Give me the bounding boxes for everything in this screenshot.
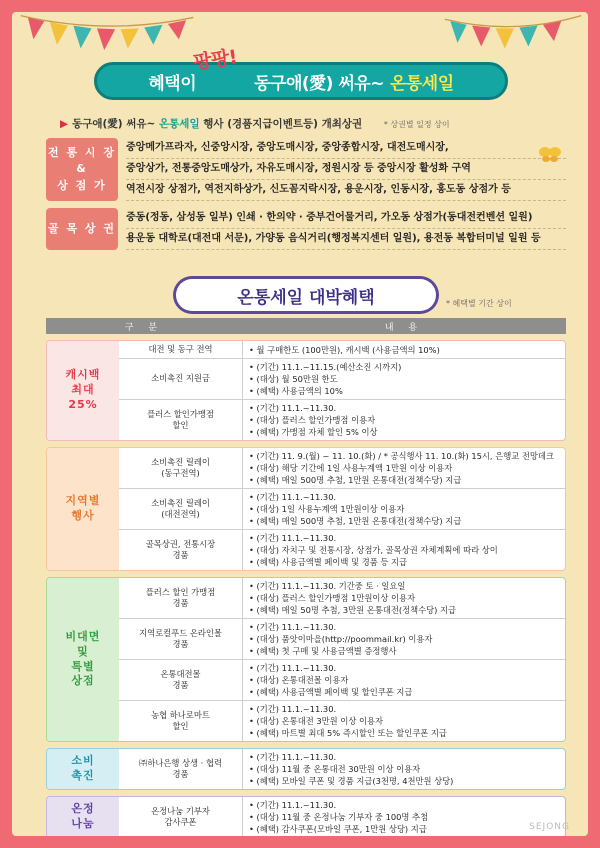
row-name: 플러스 할인가맹점 할인 [119,400,243,440]
section-title: 온통세일 대박혜택 [176,279,436,311]
row-desc: • (기간) 11.1.~11.30. • (대상) 플러스 할인가맹점 이용자 • (혜택) 가맹점 자체 할인 5% 이상 [249,403,378,437]
notice-text-b: 행사 (경품지급이벤트등) 개최상권 [203,118,363,130]
group-consumption [46,748,566,790]
table-header [46,318,566,334]
row-desc: • 월 구매한도 (100만원), 캐시백 (사용금액의 10%) [249,344,440,355]
group-sharing [46,796,566,836]
header-part3: 온통세일 [389,73,454,94]
row-desc: • (기간) 11.1.~11.30. • (대상) 자치구 및 전통시장, 상점가, 골목상권 자체계획에 따라 상이 • (혜택) 사용금액별 페이백 및 경품 등 지급 [249,533,498,567]
notice-note: * 상권별 일정 상이 [383,120,450,129]
watermark: SEJONG [529,822,570,832]
table-row [119,359,565,400]
market-label: 골 목 상 권 [46,208,118,250]
row-desc: • (기간) 11.1.~11.30. 기간중 토 · 일요일 • (대상) 플러스 할인가맹점 1만원이상 이용자 • (혜택) 매일 50명 추첨, 3만원 온통대전(정책수당) 지급 [249,581,457,615]
group-category: 캐시백 최대 25% [47,341,119,440]
header-part1: 혜택이 [148,73,197,94]
row-desc: • (기간) 11.1.~11.30. • (대상) 온통대전몰 이용자 • (혜택) 사용금액별 페이백 및 할인쿠폰 지급 [249,663,413,697]
market-line: 중동(정동, 삼성동 일부) 인쇄 · 한의약 · 중부건어물거리, 가오동 상점가(동대전컨벤션 일원) [126,208,566,229]
table-header-category: 구 분 [124,322,164,333]
market-line: 역전시장 상점가, 역전지하상가, 신도꼼지락시장, 용운시장, 인동시장, 홍도동 상점가 등 [126,180,566,201]
notice-highlight: 온통세일 [159,118,200,130]
market-label: 전 통 시 장 & 상 점 가 [46,138,118,201]
market-alley [46,208,566,250]
table-row [119,749,565,789]
row-name: 온정나눔 기부자 감사쿠폰 [119,797,243,836]
notice-text-a: 동구애(愛) 써유~ [72,118,156,130]
row-name: 소비촉진 릴레이 (동구전역) [119,448,243,488]
group-category: 온정 나눔 [47,797,119,836]
group-category: 소비 촉진 [47,749,119,789]
row-name: 대전 및 동구 전역 [119,341,243,358]
row-name: 지역로컬푸드 온라인몰 경품 [119,619,243,659]
butterfly-icon [538,144,562,164]
table-row [119,489,565,530]
table-header-content: 내 용 [384,322,424,333]
arrow-icon: ▶ [60,118,69,130]
group-local-events [46,447,566,571]
table-row [119,660,565,701]
bunting-decoration [12,12,202,52]
header-banner [94,46,508,100]
table-row [119,400,565,440]
table-row [119,530,565,570]
bunting-decoration [438,12,588,52]
row-name: 골목상권, 전통시장 경품 [119,530,243,570]
market-line: 중앙메가프라자, 신중앙시장, 중앙도매시장, 중앙종합시장, 대전도매시장, [126,138,566,159]
table-row [119,341,565,359]
row-name: 플러스 할인 가맹점 경품 [119,578,243,618]
group-category: 비대면 및 특별 상점 [47,578,119,741]
poster [12,12,588,836]
row-desc: • (기간) 11.1.~11.30. • (대상) 온통대전 3만원 이상 이용자 • (혜택) 마트별 최대 5% 즉시할인 또는 할인쿠폰 지급 [249,704,447,738]
market-traditional [46,138,566,201]
table-row [119,619,565,660]
table-row [119,797,565,836]
group-category: 지역별 행사 [47,448,119,570]
market-line: 용운동 대학로(대전대 서문), 가양동 음식거리(행정복지센터 일원), 용전동 복합터미널 일원 등 [126,229,566,250]
row-desc: • (기간) 11.1.~11.30. • (대상) 11월 중 온정나눔 기부자 중 100명 추첨 • (혜택) 감사쿠폰(모바일 쿠폰, 1만원 상당) 지급 [249,800,429,834]
market-list [126,208,566,250]
market-list [126,138,566,201]
notice-line [60,116,580,131]
row-desc: • (기간) 11.1.~11.15.(예산소진 시까지) • (대상) 월 50만원 한도 • (혜택) 사용금액의 10% [249,362,402,396]
row-desc: • (기간) 11.1.~11.30. • (대상) 1일 사용누계액 1만원이상 이용자 • (혜택) 매일 500명 추첨, 1만원 온통대전(정책수당) 지급 [249,492,462,526]
header-pop: 팡팡! [191,46,239,74]
row-name: 소비촉진 지원금 [119,359,243,399]
row-name: 소비촉진 릴레이 (대전전역) [119,489,243,529]
header-part2: 동구애(愛) 써유~ [254,73,384,94]
group-online-special [46,577,566,742]
row-desc: • (기간) 11. 9.(월) ~ 11. 10.(화) / * 공식행사 11. 10.(화) 15시, 은행교 전망데크 • (대상) 해당 기간에 1일 사용누계액 1만원 이상 이용자 • (혜택) 매일 500명 추첨, 1만원 온통대전(정책수당) 지급 [249,451,554,485]
row-desc: • (기간) 11.1.~11.30. • (대상) 품앗이마을(http://poommail.kr) 이용자 • (혜택) 첫 구매 및 사용금액별 증정행사 [249,622,433,656]
table-row [119,701,565,741]
row-name: 농협 하나로마트 할인 [119,701,243,741]
table-row [119,578,565,619]
section-note: * 혜택별 기간 상이 [446,299,512,308]
group-cashback [46,340,566,441]
market-line: 중앙상가, 전통중앙도매상가, 자유도매시장, 정원시장 등 중앙시장 활성화 구역 [126,159,566,180]
row-name: ㈜하나은행 상생 · 협력 경품 [119,749,243,789]
row-desc: • (기간) 11.1.~11.30. • (대상) 11월 중 온통대전 30만원 이상 이용자 • (혜택) 모바일 쿠폰 및 경품 지급(3천명, 4천만원 상당) [249,752,454,786]
row-name: 온통대전몰 경품 [119,660,243,700]
table-row [119,448,565,489]
benefits-table [46,318,566,836]
